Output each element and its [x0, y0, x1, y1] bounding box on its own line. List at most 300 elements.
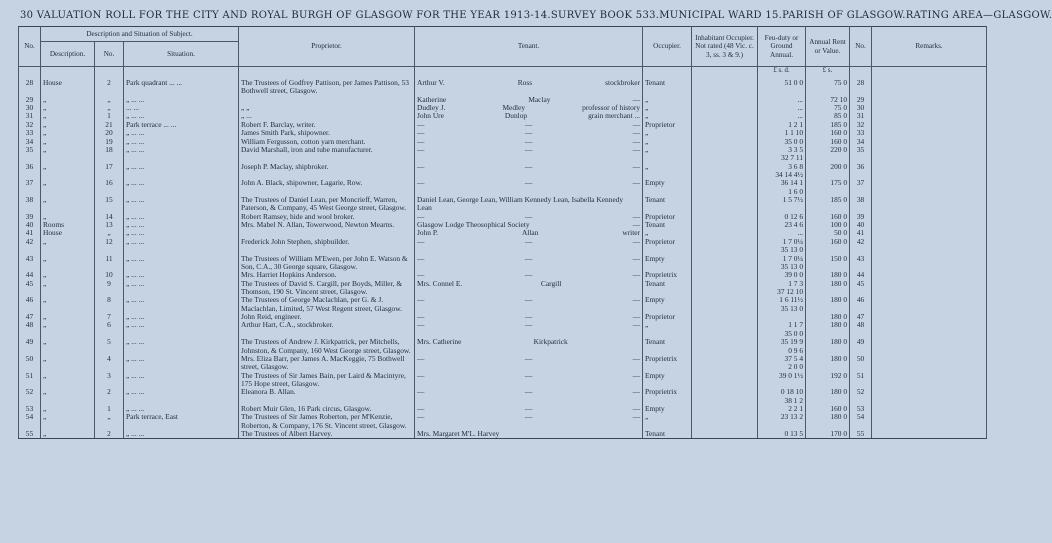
row-situation: „ ... ... — [124, 372, 239, 389]
row-inhabitant — [692, 430, 758, 439]
tenant-t2: — — [524, 211, 533, 221]
row-number: 11 — [95, 255, 124, 272]
tenant-t2: — — [524, 161, 533, 171]
row-situation: „ ... ... — [124, 255, 239, 272]
tenant-t3: — — [632, 119, 641, 129]
row-number: „ — [95, 104, 124, 112]
row-tenant — [415, 372, 643, 389]
table-row — [19, 355, 987, 372]
row-inhabitant — [692, 338, 758, 355]
row-feu: ... — [758, 112, 806, 120]
row-feu: 23 13 2 — [758, 413, 806, 430]
row-rent: 180 0 — [806, 313, 850, 321]
row-inhabitant — [692, 121, 758, 129]
row-no2: 39 — [850, 213, 872, 221]
row-situation: „ ... ... — [124, 179, 239, 196]
row-number: 17 — [95, 163, 124, 180]
row-number: 5 — [95, 338, 124, 355]
row-no2: 49 — [850, 338, 872, 355]
row-tenant — [415, 296, 643, 313]
row-remarks — [872, 112, 987, 120]
row-proprietor: James Smith Park, shipowner. — [239, 129, 415, 137]
row-inhabitant — [692, 96, 758, 104]
row-number: 1 — [95, 405, 124, 413]
tenant-t1: — — [417, 404, 425, 414]
row-feu: 1 6 11½ 35 13 0 — [758, 296, 806, 313]
row-proprietor: „ „ — [239, 104, 415, 112]
row-situation: „ ... ... — [124, 163, 239, 180]
row-no: 36 — [19, 163, 41, 180]
tenant-t2: — — [524, 312, 533, 322]
row-rent: 150 0 — [806, 255, 850, 272]
tenant-t1: Katherine — [417, 94, 447, 104]
tenant-t1: — — [417, 253, 425, 263]
row-remarks — [872, 129, 987, 137]
row-proprietor: The Trustees of Sir James Bain, per Laird & Macintyre, 175 Hope street, Glasgow. — [239, 372, 415, 389]
row-number: 13 — [95, 221, 124, 229]
row-inhabitant — [692, 221, 758, 229]
row-rent: 185 0 — [806, 196, 850, 213]
tenant-t2: — — [524, 119, 533, 129]
row-situation: „ ... ... — [124, 313, 239, 321]
row-description: House — [41, 79, 95, 96]
tenant-t2: — — [524, 178, 533, 188]
col-no2: No. — [850, 27, 872, 67]
row-rent: 175 0 — [806, 179, 850, 196]
tenant-t3: — — [632, 211, 641, 221]
row-occupier: „ — [643, 138, 692, 146]
tenant-t1: John P. — [417, 228, 438, 238]
tenant-t2: — — [524, 295, 533, 305]
table-row — [19, 146, 987, 163]
row-tenant — [415, 196, 643, 213]
tenant-t3: — — [632, 295, 641, 305]
row-rent: 180 0 — [806, 355, 850, 372]
row-proprietor: Robert F. Barclay, writer. — [239, 121, 415, 129]
row-description: „ — [41, 296, 95, 313]
row-no2: 52 — [850, 388, 872, 405]
row-occupier: Tenant — [643, 430, 692, 439]
row-situation: „ ... ... — [124, 355, 239, 372]
row-inhabitant — [692, 313, 758, 321]
row-number: 4 — [95, 355, 124, 372]
row-occupier: Proprietrix — [643, 271, 692, 279]
row-remarks — [872, 229, 987, 237]
row-no: 35 — [19, 146, 41, 163]
row-no2: 32 — [850, 121, 872, 129]
tenant-t1: — — [417, 236, 425, 246]
tenant-t1: Arthur V. — [417, 78, 445, 87]
row-occupier: Tenant — [643, 196, 692, 213]
tenant-t1: — — [417, 387, 425, 397]
row-no2: 33 — [850, 129, 872, 137]
row-feu: 2 2 1 — [758, 405, 806, 413]
row-inhabitant — [692, 129, 758, 137]
row-inhabitant — [692, 179, 758, 196]
tenant-t3: — — [632, 161, 641, 171]
table-row — [19, 238, 987, 255]
row-no: 51 — [19, 372, 41, 389]
row-occupier: Empty — [643, 405, 692, 413]
row-feu: ... — [758, 96, 806, 104]
col-proprietor: Proprietor. — [239, 27, 415, 67]
row-tenant — [415, 146, 643, 163]
row-remarks — [872, 163, 987, 180]
row-feu: 37 5 4 2 0 0 — [758, 355, 806, 372]
row-rent: 185 0 — [806, 121, 850, 129]
row-feu: 0 18 10 38 1 2 — [758, 388, 806, 405]
row-inhabitant — [692, 163, 758, 180]
tenant-t3: — — [632, 320, 641, 330]
row-rent: 170 0 — [806, 430, 850, 439]
row-remarks — [872, 255, 987, 272]
row-remarks — [872, 96, 987, 104]
row-description: House — [41, 229, 95, 237]
tenant-t3: — — [632, 387, 641, 397]
row-remarks — [872, 213, 987, 221]
row-number: 8 — [95, 296, 124, 313]
row-proprietor: The Trustees of Andrew J. Kirkpatrick, per Mitchells, Johnston, & Company, 160 West George street, Glasgow. — [239, 338, 415, 355]
row-number: „ — [95, 413, 124, 430]
row-situation: „ ... ... — [124, 112, 239, 120]
row-no2: 40 — [850, 221, 872, 229]
col-no: No. — [19, 27, 41, 67]
row-no2: 28 — [850, 79, 872, 96]
row-proprietor: John A. Black, shipowner, Lagarie, Row. — [239, 179, 415, 196]
row-situation: „ ... ... — [124, 196, 239, 213]
row-situation: Park quadrant ... ... — [124, 79, 239, 96]
tenant-t2: — — [524, 128, 533, 138]
row-no2: 41 — [850, 229, 872, 237]
row-feu: ... — [758, 229, 806, 237]
row-no2: 42 — [850, 238, 872, 255]
row-feu: 1 1 7 35 0 0 — [758, 321, 806, 338]
row-number: 2 — [95, 430, 124, 439]
header-title: 30 VALUATION ROLL FOR THE CITY AND ROYAL BURGH OF GLASGOW FOR THE YEAR 1913-14. — [20, 10, 551, 21]
row-tenant — [415, 238, 643, 255]
row-description: „ — [41, 372, 95, 389]
tenant-t3: — — [632, 412, 641, 422]
table-row — [19, 372, 987, 389]
row-description: „ — [41, 313, 95, 321]
row-rent: 75 0 — [806, 79, 850, 96]
row-proprietor: Mrs. Mabel N. Allan, Towerwood, Newton Mearns. — [239, 221, 415, 229]
row-number: 10 — [95, 271, 124, 279]
table-row — [19, 79, 987, 96]
row-tenant — [415, 255, 643, 272]
row-description: „ — [41, 413, 95, 430]
row-situation: ... ... — [124, 104, 239, 112]
row-inhabitant — [692, 104, 758, 112]
tenant-t2: — — [524, 412, 533, 422]
table-row — [19, 430, 987, 439]
row-inhabitant — [692, 138, 758, 146]
row-description: „ — [41, 179, 95, 196]
row-no2: 50 — [850, 355, 872, 372]
row-tenant — [415, 338, 643, 355]
row-description: „ — [41, 255, 95, 272]
col-situation: Situation. — [124, 42, 239, 67]
row-occupier: Proprietrix — [643, 388, 692, 405]
row-no2: 53 — [850, 405, 872, 413]
row-description: „ — [41, 96, 95, 104]
row-no: 48 — [19, 321, 41, 338]
unit-feu: £ s. d. — [758, 67, 806, 80]
table-row — [19, 413, 987, 430]
row-feu: 3 6 8 34 14 4½ — [758, 163, 806, 180]
row-rent: 180 0 — [806, 321, 850, 338]
tenant-t1: — — [417, 136, 425, 146]
row-rent: 160 0 — [806, 405, 850, 413]
table-row — [19, 179, 987, 196]
row-rent: 220 0 — [806, 146, 850, 163]
row-proprietor: Mrs. Eliza Barr, per James A. MacKeggie, 75 Bothwell street, Glasgow. — [239, 355, 415, 372]
row-situation: „ ... ... — [124, 129, 239, 137]
row-no: 37 — [19, 179, 41, 196]
tenant-t3: — — [632, 253, 641, 263]
row-remarks — [872, 296, 987, 313]
row-number: 12 — [95, 238, 124, 255]
row-proprietor: Robert Ramsey, hide and wool broker. — [239, 213, 415, 221]
row-situation: „ ... ... — [124, 430, 239, 439]
row-rent: 180 0 — [806, 271, 850, 279]
row-remarks — [872, 146, 987, 163]
row-rent: 192 0 — [806, 372, 850, 389]
row-tenant — [415, 321, 643, 338]
row-proprietor: The Trustees of Sir James Roberton, per M'Kenzie, Roberton, & Company, 176 St. Vincent street, Glasgow. — [239, 413, 415, 430]
row-remarks — [872, 338, 987, 355]
col-tenant: Tenant. — [415, 27, 643, 67]
row-no2: 51 — [850, 372, 872, 389]
table-row — [19, 338, 987, 355]
row-remarks — [872, 196, 987, 213]
tenant-t2: Dunlop — [504, 111, 528, 121]
tenant-t1: — — [417, 161, 425, 171]
row-no: 54 — [19, 413, 41, 430]
row-no2: 36 — [850, 163, 872, 180]
tenant-t3: — — [632, 236, 641, 246]
tenant-t2: — — [524, 270, 533, 280]
table-row — [19, 196, 987, 213]
row-proprietor: Robert Muir Glen, 16 Park circus, Glasgow. — [239, 405, 415, 413]
row-proprietor: The Trustees of David S. Cargill, per Boyds, Miller, & Thomson, 190 St. Vincent street, Glasgow. — [239, 280, 415, 297]
row-no: 41 — [19, 229, 41, 237]
row-feu: 23 4 6 — [758, 221, 806, 229]
tenant-t3: — — [632, 353, 641, 363]
tenant-t3: — — [632, 144, 641, 154]
tenant-t3: — — [632, 270, 641, 280]
row-remarks — [872, 138, 987, 146]
row-proprietor: The Trustees of George Maclachlan, per G. & J. Maclachlan, Limited, 57 West Regent street, Glasgow. — [239, 296, 415, 313]
row-number: 1 — [95, 112, 124, 120]
row-feu: 1 7 0¼ 35 13 0 — [758, 238, 806, 255]
row-rent: 180 0 — [806, 338, 850, 355]
row-number: 9 — [95, 280, 124, 297]
row-tenant — [415, 388, 643, 405]
row-proprietor: David Marshall, iron and tube manufacturer. — [239, 146, 415, 163]
row-description: „ — [41, 321, 95, 338]
table-row — [19, 280, 987, 297]
row-occupier: „ — [643, 321, 692, 338]
row-no: 33 — [19, 129, 41, 137]
row-no2: 46 — [850, 296, 872, 313]
row-tenant — [415, 79, 643, 96]
col-remarks: Remarks. — [872, 27, 987, 67]
row-situation: Park terrace ... ... — [124, 121, 239, 129]
row-remarks — [872, 313, 987, 321]
tenant-t1: — — [417, 128, 425, 138]
row-no: 52 — [19, 388, 41, 405]
tenant-t2: Kirkpatrick — [533, 337, 568, 347]
row-no2: 34 — [850, 138, 872, 146]
row-occupier: Proprietor — [643, 313, 692, 321]
row-description: „ — [41, 196, 95, 213]
tenant-t3: stockbroker — [605, 78, 641, 87]
row-remarks — [872, 355, 987, 372]
table-row — [19, 255, 987, 272]
row-tenant — [415, 413, 643, 430]
row-remarks — [872, 280, 987, 297]
row-no2: 35 — [850, 146, 872, 163]
table-row — [19, 296, 987, 313]
row-description: „ — [41, 112, 95, 120]
row-tenant — [415, 280, 643, 297]
row-occupier: „ — [643, 129, 692, 137]
row-occupier: Empty — [643, 255, 692, 272]
tenant-t2: Allan — [521, 228, 539, 238]
row-description: „ — [41, 271, 95, 279]
row-description: Rooms — [41, 221, 95, 229]
row-feu: 1 1 10 — [758, 129, 806, 137]
row-no2: 45 — [850, 280, 872, 297]
row-feu: 51 0 0 — [758, 79, 806, 96]
row-occupier: Tenant — [643, 79, 692, 96]
row-tenant — [415, 163, 643, 180]
row-no: 47 — [19, 313, 41, 321]
row-remarks — [872, 179, 987, 196]
row-proprietor: The Trustees of Daniel Lean, per Moncrieff, Warren, Paterson, & Company, 45 West George street, Glasgow. — [239, 196, 415, 213]
row-number: 15 — [95, 196, 124, 213]
row-description: „ — [41, 388, 95, 405]
row-proprietor: „ ... — [239, 112, 415, 120]
tenant-t2: — — [524, 387, 533, 397]
tenant-t1: — — [417, 211, 425, 221]
row-proprietor: The Trustees of William M'Ewen, per John E. Watson & Son, C.A., 30 George square, Glasgow. — [239, 255, 415, 272]
tenant-t3: — — [632, 94, 641, 104]
col-description: Description. — [41, 42, 95, 67]
row-description: „ — [41, 405, 95, 413]
tenant-t2: Cargill — [540, 278, 562, 288]
row-situation: „ ... ... — [124, 280, 239, 297]
tenant-t2: — — [524, 236, 533, 246]
row-description: „ — [41, 138, 95, 146]
row-no: 39 — [19, 213, 41, 221]
tenant-t1: Mrs. Margaret M'L. Harvey — [417, 429, 500, 439]
col-number: No. — [95, 42, 124, 67]
row-rent: 160 0 — [806, 213, 850, 221]
row-remarks — [872, 430, 987, 439]
row-remarks — [872, 238, 987, 255]
table-row — [19, 388, 987, 405]
table-row — [19, 321, 987, 338]
row-no: 34 — [19, 138, 41, 146]
row-inhabitant — [692, 238, 758, 255]
row-number: 19 — [95, 138, 124, 146]
tenant-t2: — — [524, 253, 533, 263]
tenant-t2: — — [524, 144, 533, 154]
tenant-t2: — — [524, 320, 533, 330]
row-rent: 160 0 — [806, 138, 850, 146]
row-rent: 200 0 — [806, 163, 850, 180]
row-number: „ — [95, 96, 124, 104]
row-situation: „ ... ... — [124, 388, 239, 405]
row-inhabitant — [692, 79, 758, 96]
row-remarks — [872, 321, 987, 338]
row-occupier: Proprietor — [643, 213, 692, 221]
row-occupier: „ — [643, 96, 692, 104]
col-rent: Annual Rent or Value. — [806, 27, 850, 67]
row-inhabitant — [692, 388, 758, 405]
row-number: 7 — [95, 313, 124, 321]
header-parish: PARISH OF GLASGOW. — [782, 10, 906, 21]
row-occupier: „ — [643, 163, 692, 180]
row-remarks — [872, 121, 987, 129]
row-situation: „ ... ... — [124, 213, 239, 221]
row-remarks — [872, 388, 987, 405]
tenant-t1: — — [417, 370, 425, 380]
row-inhabitant — [692, 321, 758, 338]
tenant-t3: — — [632, 178, 641, 188]
row-proprietor: The Trustees of Godfrey Pattison, per James Pattison, 53 Bothwell street, Glasgow. — [239, 79, 415, 96]
row-number: 14 — [95, 213, 124, 221]
row-rent: 180 0 — [806, 280, 850, 297]
tenant-t1: — — [417, 320, 425, 330]
header-rating-area: RATING AREA—GLASGOW. — [905, 10, 1052, 21]
row-proprietor: Mrs. Harriet Hopkins Anderson. — [239, 271, 415, 279]
tenant-t3: grain merchant ... — [588, 111, 641, 121]
col-description-group: Description and Situation of Subject. — [41, 27, 239, 42]
tenant-t3: writer — [622, 228, 641, 238]
row-feu: 36 14 1 1 6 0 — [758, 179, 806, 196]
valuation-table — [18, 26, 987, 439]
row-description: „ — [41, 338, 95, 355]
row-inhabitant — [692, 413, 758, 430]
row-no: 28 — [19, 79, 41, 96]
row-situation: „ ... ... — [124, 338, 239, 355]
tenant-t3: — — [632, 370, 641, 380]
tenant-t2: Medley — [502, 103, 526, 113]
row-rent: 50 0 — [806, 229, 850, 237]
row-tenant — [415, 355, 643, 372]
tenant-t3: — — [632, 220, 641, 230]
row-no: 42 — [19, 238, 41, 255]
row-rent: 180 0 — [806, 296, 850, 313]
header-survey-book: SURVEY BOOK 533. — [550, 10, 660, 21]
row-description: „ — [41, 146, 95, 163]
tenant-t1: — — [417, 178, 425, 188]
row-no: 29 — [19, 96, 41, 104]
row-description: „ — [41, 355, 95, 372]
row-situation: „ ... ... — [124, 321, 239, 338]
row-no: 49 — [19, 338, 41, 355]
row-feu: 35 0 0 — [758, 138, 806, 146]
row-no2: 44 — [850, 271, 872, 279]
row-situation: „ ... ... — [124, 238, 239, 255]
row-proprietor: Frederick John Stephen, shipbuilder. — [239, 238, 415, 255]
row-occupier: Empty — [643, 179, 692, 196]
row-rent: 160 0 — [806, 129, 850, 137]
row-no: 44 — [19, 271, 41, 279]
